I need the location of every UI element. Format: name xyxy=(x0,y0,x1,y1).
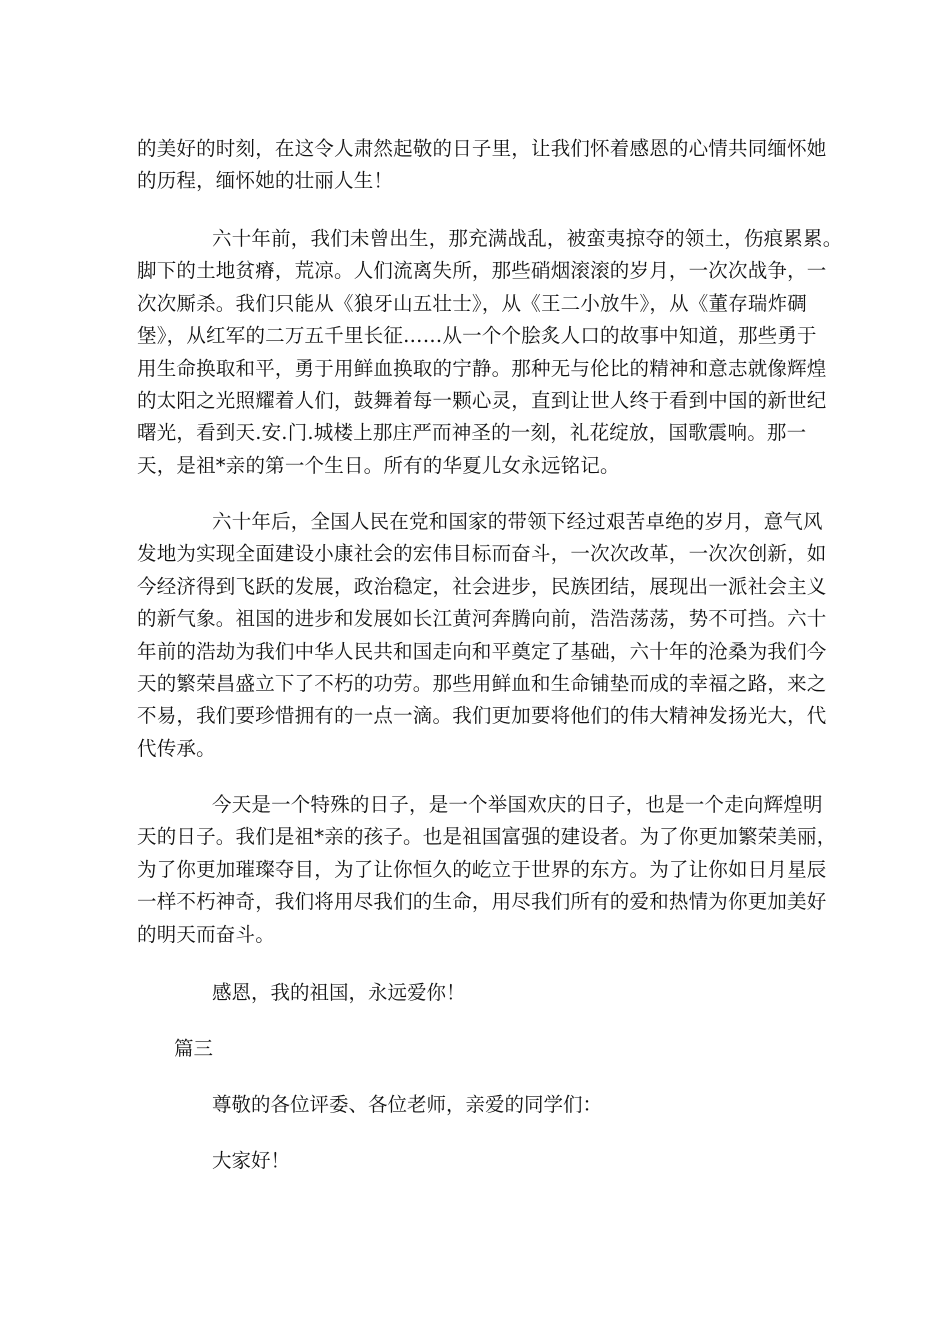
text-line: 一样不朽神奇，我们将用尽我们的生命，用尽我们所有的爱和热情为你更加美好 xyxy=(137,890,827,914)
text-line: 发地为实现全面建设小康社会的宏伟目标而奋斗，一次次改革，一次次创新，如 xyxy=(137,542,827,566)
text-line: 天的繁荣昌盛立下了不朽的功劳。那些用鲜血和生命铺垫而成的幸福之路，来之 xyxy=(137,671,827,695)
text-line: 六十年后，全国人民在党和国家的带领下经过艰苦卓绝的岁月，意气风 xyxy=(212,510,823,533)
greeting: 大家好！ xyxy=(212,1149,291,1172)
text-line: 的历程，缅怀她的壮丽人生！ xyxy=(137,169,394,193)
text-line: 用生命换取和平，勇于用鲜血换取的宁静。那种无与伦比的精神和意志就像辉煌 xyxy=(137,356,827,380)
text-line: 脚下的土地贫瘠，荒凉。人们流离失所，那些硝烟滚滚的岁月，一次次战争，一 xyxy=(137,259,827,283)
text-line: 代传承。 xyxy=(137,736,216,760)
paragraph-2 xyxy=(137,223,843,482)
text-line: 次次厮杀。我们只能从《狼牙山五壮士》，从《王二小放牛》，从《董存瑞炸碉 xyxy=(137,291,808,315)
text-line: 堡》，从红军的二万五千里长征……从一个个脍炙人口的故事中知道，那些勇于 xyxy=(137,324,817,348)
text-line: 的太阳之光照耀着人们，鼓舞着每一颗心灵，直到让世人终于看到中国的新世纪 xyxy=(137,388,827,412)
paragraph-3 xyxy=(137,506,827,765)
section-title: 篇三 xyxy=(174,1037,214,1060)
paragraph-1 xyxy=(137,133,827,198)
text-line: 的新气象。祖国的进步和发展如长江黄河奔腾向前，浩浩荡荡，势不可挡。六十 xyxy=(137,607,827,631)
text-line: 天的日子。我们是祖*亲的孩子。也是祖国富强的建设者。为了你更加繁荣美丽， xyxy=(137,825,837,849)
text-line: 今经济得到飞跃的发展，政治稳定，社会进步，民族团结，展现出一派社会主义 xyxy=(137,574,827,598)
text-line: 年前的浩劫为我们中华人民共和国走向和平奠定了基础，六十年的沧桑为我们今 xyxy=(137,639,827,663)
text-line: 的美好的时刻，在这令人肃然起敬的日子里，让我们怀着感恩的心情共同缅怀她 xyxy=(137,137,827,160)
text-line: 天，是祖*亲的第一个生日。所有的华夏儿女永远铭记。 xyxy=(137,453,620,477)
text-line: 的明天而奋斗。 xyxy=(137,922,275,946)
closing-line: 感恩，我的祖国，永远爱你！ xyxy=(212,981,466,1004)
text-line: 为了你更加璀璨夺目，为了让你恒久的屹立于世界的东方。为了让你如日月星辰 xyxy=(137,857,827,881)
text-line: 今天是一个特殊的日子，是一个举国欢庆的日子，也是一个走向辉煌明 xyxy=(212,793,823,816)
text-line: 不易，我们要珍惜拥有的一点一滴。我们更加要将他们的伟大精神发扬光大，代 xyxy=(137,704,827,728)
paragraph-4 xyxy=(137,789,837,951)
salutation: 尊敬的各位评委、各位老师，亲爱的同学们： xyxy=(212,1093,603,1116)
text-line: 六十年前，我们未曾出生，那充满战乱，被蛮夷掠夺的领土，伤痕累累。 xyxy=(212,227,843,250)
text-line: 曙光，看到天.安.门.城楼上那庄严而神圣的一刻，礼花绽放，国歌震响。那一 xyxy=(137,421,807,445)
